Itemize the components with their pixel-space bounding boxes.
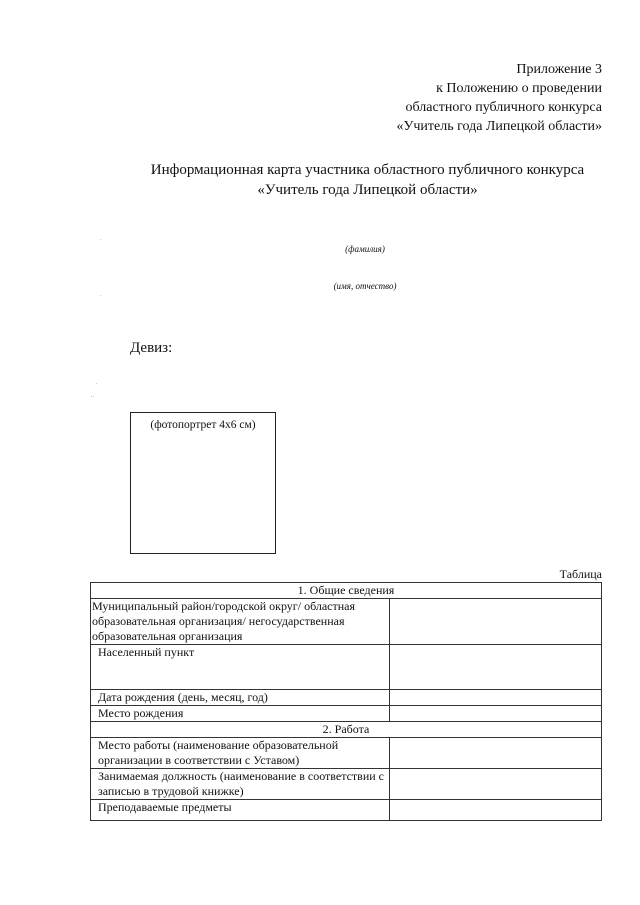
- field-label: Место рождения: [91, 706, 390, 722]
- surname-caption: (фамилия): [345, 244, 385, 254]
- title-line-1: Информационная карта участника областного публичного конкурса: [150, 162, 585, 178]
- name-caption: (имя, отчество): [333, 281, 397, 291]
- table-row: [91, 690, 602, 706]
- table-label: Таблица: [559, 567, 602, 581]
- field-value-cell[interactable]: [390, 738, 602, 769]
- field-label: Населенный пункт: [91, 645, 390, 690]
- appendix-note: [396, 60, 602, 136]
- info-table: [90, 582, 602, 821]
- field-label: Дата рождения (день, месяц, год): [91, 690, 390, 706]
- fill-line-marker: .: [96, 380, 98, 386]
- field-label: Преподаваемые предметы: [91, 800, 390, 821]
- table-row: [91, 738, 602, 769]
- appendix-line: «Учитель года Липецкой области»: [396, 119, 602, 134]
- field-label: Занимаемая должность (наименование в соответствии с записью в трудовой книжке): [91, 769, 390, 800]
- field-value-cell[interactable]: [390, 690, 602, 706]
- table-row: [91, 800, 602, 821]
- field-value-cell[interactable]: [390, 769, 602, 800]
- field-label: Место работы (наименование образовательной организации в соответствии с Уставом): [91, 738, 390, 769]
- table-row: [91, 769, 602, 800]
- field-value-cell[interactable]: [390, 706, 602, 722]
- field-value-cell[interactable]: [390, 800, 602, 821]
- table-row: [91, 706, 602, 722]
- field-value-cell[interactable]: [390, 599, 602, 645]
- title-line-2: «Учитель года Липецкой области»: [257, 182, 478, 198]
- section-title: 2. Работа: [91, 722, 602, 738]
- fill-line-marker: .: [100, 292, 102, 298]
- table-row: [91, 645, 602, 690]
- photo-label: (фотопортрет 4х6 см): [150, 419, 256, 431]
- fill-line-marker: .: [100, 236, 102, 242]
- section-row: [91, 583, 602, 599]
- section-title: 1. Общие сведения: [91, 583, 602, 599]
- appendix-line: к Положению о проведении: [436, 81, 602, 96]
- field-value-cell[interactable]: [390, 645, 602, 690]
- motto-label: Девиз:: [130, 340, 173, 356]
- page-title: [0, 160, 640, 200]
- field-label: Муниципальный район/городской округ/ областная образовательная организация/ негосударственная образовательная организация: [91, 599, 390, 645]
- table-row: [91, 599, 602, 645]
- section-row: [91, 722, 602, 738]
- appendix-line: Приложение 3: [516, 62, 602, 77]
- fill-line-marker: ..: [91, 393, 94, 399]
- photo-placeholder: [130, 412, 276, 554]
- appendix-line: областного публичного конкурса: [405, 100, 602, 115]
